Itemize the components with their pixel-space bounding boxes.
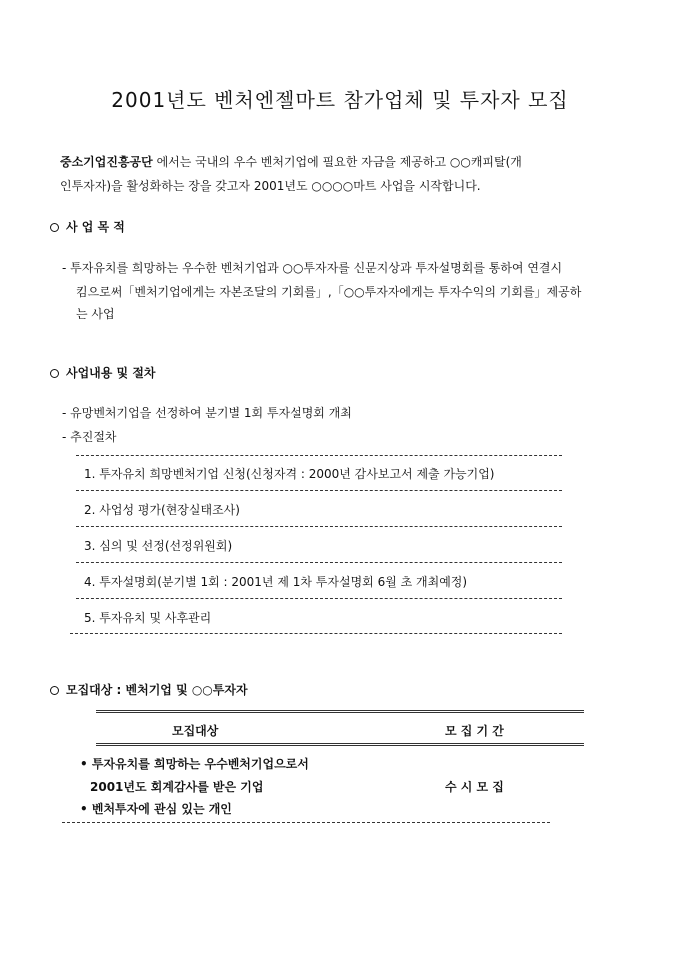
table-header-target: 모집대상 bbox=[172, 724, 219, 738]
procedure-step-3: 3. 심의 및 선정(선정위원회) bbox=[84, 539, 233, 553]
circle-bullet-icon bbox=[50, 686, 59, 695]
content-bullet-1: - 유망벤처기업을 선정하여 분기별 1회 투자설명회 개최 bbox=[62, 406, 352, 420]
divider bbox=[76, 562, 562, 563]
table-header-period: 모 집 기 간 bbox=[445, 724, 504, 738]
purpose-line-2: 킴으로써「벤처기업에게는 자본조달의 기회를」,「○○투자자에게는 투자수익의 기회를」제공하 bbox=[76, 285, 582, 299]
divider bbox=[76, 598, 562, 599]
content-bullet-2: - 추진절차 bbox=[62, 430, 117, 444]
target-row-2-line-1: • 벤처투자에 관심 있는 개인 bbox=[80, 802, 232, 816]
table-bottom-rule bbox=[62, 822, 550, 823]
divider bbox=[70, 633, 562, 634]
organization-name: 중소기업진흥공단 bbox=[60, 155, 153, 169]
intro-line-1 bbox=[60, 150, 522, 174]
purpose-line-1: - 투자유치를 희망하는 우수한 벤처기업과 ○○투자자를 신문지상과 투자설명회를 통하여 연결시 bbox=[62, 261, 563, 275]
section-content-heading bbox=[50, 364, 156, 381]
divider bbox=[76, 526, 562, 527]
table-top-rule bbox=[96, 710, 584, 713]
target-row-1-line-1: • 투자유치를 희망하는 우수벤처기업으로서 bbox=[80, 757, 309, 771]
procedure-step-5: 5. 투자유치 및 사후관리 bbox=[84, 611, 212, 625]
target-row-1-line-2: 2001년도 회계감사를 받은 기업 bbox=[90, 780, 264, 794]
table-header-rule bbox=[96, 743, 584, 746]
section-purpose-heading bbox=[50, 218, 125, 235]
procedure-step-2: 2. 사업성 평가(현장실태조사) bbox=[84, 503, 240, 517]
circle-bullet-icon bbox=[50, 223, 59, 232]
section-content-title: 사업내용 및 절차 bbox=[66, 366, 156, 380]
procedure-step-1: 1. 투자유치 희망벤처기업 신청(신청자격 : 2000년 감사보고서 제출 가능기업) bbox=[84, 467, 495, 481]
section-purpose-title: 사 업 목 적 bbox=[66, 220, 125, 234]
procedure-step-4: 4. 투자설명회(분기별 1회 : 2001년 제 1차 투자설명회 6월 초 개최예정) bbox=[84, 575, 468, 589]
target-row-1-period: 수 시 모 집 bbox=[445, 780, 504, 794]
divider bbox=[76, 490, 562, 491]
section-target-heading bbox=[50, 681, 248, 698]
circle-bullet-icon bbox=[50, 369, 59, 378]
page-title: 2001년도 벤처엔젤마트 참가업체 및 투자자 모집 bbox=[111, 88, 569, 112]
intro-line-2: 인투자자)을 활성화하는 장을 갖고자 2001년도 ○○○○마트 사업을 시작합니다. bbox=[60, 179, 481, 193]
intro-line-1-text: 에서는 국내의 우수 벤처기업에 필요한 자금을 제공하고 ○○캐피탈(개 bbox=[152, 155, 522, 169]
divider bbox=[76, 455, 562, 456]
purpose-line-3: 는 사업 bbox=[76, 307, 115, 321]
section-target-title: 모집대상 : 벤처기업 및 ○○투자자 bbox=[66, 683, 248, 697]
